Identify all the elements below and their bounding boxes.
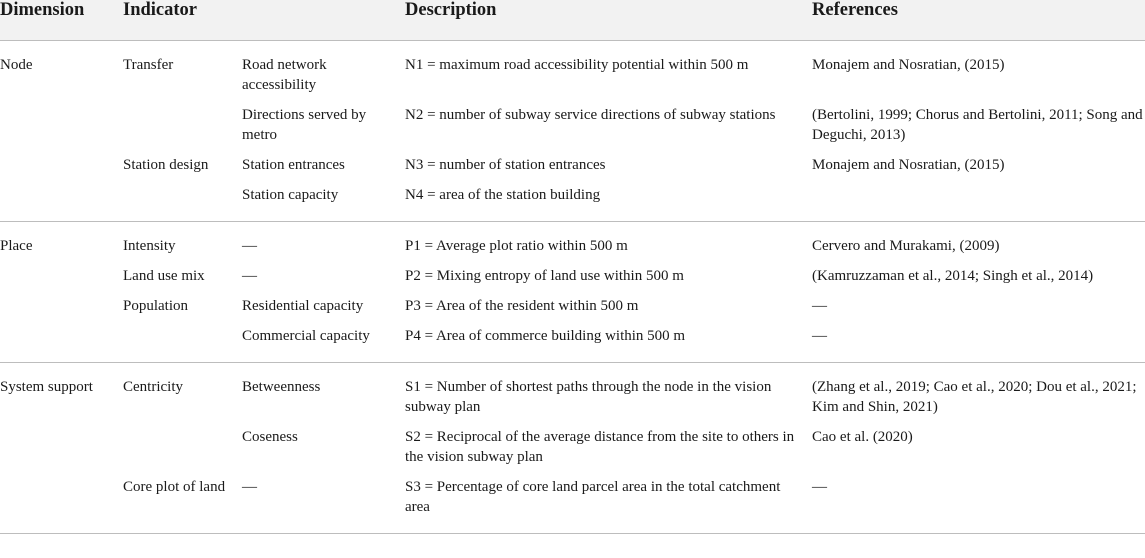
- cell-description: N4 = area of the station building: [405, 180, 812, 222]
- cell-indicator: [123, 180, 242, 222]
- cell-dimension: System support: [0, 379, 93, 395]
- cell-sub-indicator: Residential capacity: [242, 298, 364, 314]
- cell-dimension: [0, 321, 123, 363]
- cell-sub-indicator: —: [242, 268, 257, 284]
- table-row: [0, 41, 1145, 101]
- cell-reference: [812, 180, 1145, 222]
- table-row: [0, 363, 1145, 423]
- cell-indicator: Centricity: [123, 379, 183, 395]
- cell-reference: —: [812, 472, 1145, 534]
- cell-indicator: Core plot of land: [123, 472, 242, 534]
- table-row: [0, 321, 1145, 363]
- cell-indicator: [123, 100, 242, 150]
- cell-sub-indicator: —: [242, 238, 257, 254]
- cell-description: N3 = number of station entrances: [405, 157, 606, 173]
- cell-description: P4 = Area of commerce building within 500 m: [405, 321, 812, 363]
- cell-description: S1 = Number of shortest paths through the node in the vision subway plan: [405, 379, 772, 415]
- cell-sub-indicator: Commercial capacity: [242, 321, 405, 363]
- cell-indicator: [123, 422, 242, 472]
- header-dimension: Dimension: [0, 0, 123, 41]
- cell-dimension: Node: [0, 57, 33, 73]
- cell-dimension: [0, 472, 123, 534]
- cell-sub-indicator: Road network accessibility: [242, 57, 327, 93]
- cell-description: P1 = Average plot ratio within 500 m: [405, 238, 628, 254]
- table-row: [0, 472, 1145, 534]
- cell-dimension: [0, 291, 123, 321]
- cell-indicator: [123, 321, 242, 363]
- cell-description: P3 = Area of the resident within 500 m: [405, 298, 639, 314]
- table-row: [0, 100, 1145, 150]
- cell-reference: —: [812, 321, 1145, 363]
- header-indicator: Indicator: [123, 0, 405, 41]
- cell-indicator: Intensity: [123, 238, 176, 254]
- cell-indicator: Station design: [123, 157, 209, 173]
- header-row: [0, 0, 1145, 41]
- cell-dimension: [0, 100, 123, 150]
- cell-description: P2 = Mixing entropy of land use within 500 m: [405, 268, 684, 284]
- header-description: Description: [405, 0, 812, 41]
- table-row: [0, 261, 1145, 291]
- cell-reference: (Kamruzzaman et al., 2014; Singh et al., 2014): [812, 268, 1094, 284]
- cell-reference: Monajem and Nosratian, (2015): [812, 57, 1005, 73]
- header-references: References: [812, 0, 1145, 41]
- cell-sub-indicator: —: [242, 472, 405, 534]
- cell-dimension: [0, 261, 123, 291]
- cell-sub-indicator: Betweenness: [242, 379, 321, 395]
- cell-dimension: Place: [0, 238, 33, 254]
- cell-sub-indicator: Station entrances: [242, 157, 345, 173]
- cell-description: S2 = Reciprocal of the average distance from the site to others in the vision subway plan: [405, 429, 795, 465]
- table-row: [0, 150, 1145, 180]
- table-row: [0, 180, 1145, 222]
- table-row: [0, 291, 1145, 321]
- cell-dimension: [0, 150, 123, 180]
- cell-indicator: Land use mix: [123, 268, 205, 284]
- cell-sub-indicator: Coseness: [242, 429, 298, 445]
- cell-reference: (Zhang et al., 2019; Cao et al., 2020; Dou et al., 2021; Kim and Shin, 2021): [812, 379, 1137, 415]
- cell-dimension: [0, 422, 123, 472]
- cell-description: S3 = Percentage of core land parcel area in the total catchment area: [405, 472, 812, 534]
- table-row: [0, 222, 1145, 262]
- cell-reference: Cao et al. (2020): [812, 429, 913, 445]
- table-row: [0, 422, 1145, 472]
- cell-sub-indicator: Station capacity: [242, 180, 405, 222]
- cell-indicator: Population: [123, 298, 189, 314]
- cell-sub-indicator: Directions served by metro: [242, 107, 367, 143]
- cell-indicator: Transfer: [123, 57, 174, 73]
- cell-description: N2 = number of subway service directions of subway stations: [405, 107, 776, 123]
- cell-dimension: [0, 180, 123, 222]
- cell-reference: —: [812, 298, 827, 314]
- cell-reference: Monajem and Nosratian, (2015): [812, 157, 1005, 173]
- cell-description: N1 = maximum road accessibility potential within 500 m: [405, 57, 749, 73]
- cell-reference: Cervero and Murakami, (2009): [812, 238, 1000, 254]
- cell-reference: (Bertolini, 1999; Chorus and Bertolini, 2011; Song and Deguchi, 2013): [812, 107, 1143, 143]
